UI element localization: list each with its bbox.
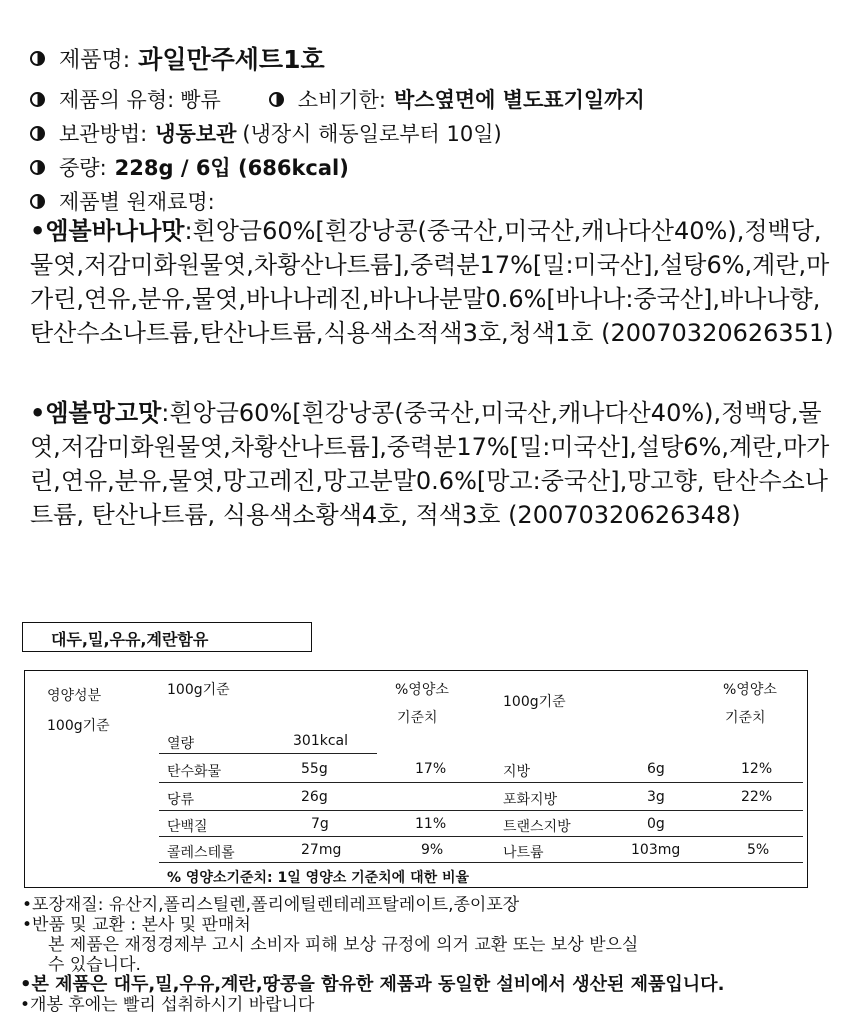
weight-row xyxy=(30,152,349,182)
nutrient-value: 0g xyxy=(647,816,665,832)
product-name: 과일만주세트1호 xyxy=(138,45,325,74)
nutrient-percent: 11% xyxy=(415,816,447,832)
divider xyxy=(159,836,803,837)
nutrient-label: 나트륨 xyxy=(503,845,544,861)
half-circle-icon xyxy=(30,194,45,209)
nutrient-percent: 12% xyxy=(741,761,773,777)
nutrient-label: 단백질 xyxy=(167,819,208,835)
storage-note: (냉장시 해동일로부터 10일) xyxy=(242,122,502,146)
divider xyxy=(159,782,803,783)
expiry-label: 소비기한: xyxy=(297,88,386,112)
packaging-info: •포장재질: 유산지,폴리스틸렌,폴리에틸렌테레프탈레이트,종이포장 xyxy=(22,895,520,915)
return-text: 수 있습니다. xyxy=(48,955,141,975)
half-circle-icon xyxy=(30,92,45,107)
column-percent-1: %영양소 xyxy=(395,682,449,698)
nutrient-percent: 22% xyxy=(741,789,773,805)
calories-label: 열량 xyxy=(167,736,195,752)
ingredients-label: 제품별 원재료명: xyxy=(59,190,215,214)
expiry-value: 박스옆면에 별도표기일까지 xyxy=(394,88,645,112)
nutrition-table xyxy=(24,670,808,888)
nutrient-value: 6g xyxy=(647,761,665,777)
product-name-label: 제품명: xyxy=(59,47,131,73)
bullet: • xyxy=(30,399,46,427)
type-row xyxy=(30,84,645,114)
weight-label: 중량: xyxy=(59,156,107,180)
column-percent-2: %영양소 xyxy=(723,682,777,698)
type-value: 빵류 xyxy=(180,88,221,112)
nutrient-label: 당류 xyxy=(167,792,195,808)
ingredient-banana xyxy=(30,214,842,350)
ingredient-mango xyxy=(30,396,842,532)
column-percent-1b: 기준치 xyxy=(397,710,438,726)
nutrition-footnote: % 영양소기준치: 1일 영양소 기준치에 대한 비율 xyxy=(167,870,470,886)
nutrient-label: 탄수화물 xyxy=(167,764,222,780)
storage-label: 보관방법: xyxy=(59,122,148,146)
nutrient-label: 트랜스지방 xyxy=(503,819,571,835)
nutrient-value: 103mg xyxy=(631,842,681,858)
product-name-row xyxy=(30,40,325,76)
allergy-notice: •본 제품은 대두,밀,우유,계란,땅콩을 함유한 제품과 동일한 설비에서 생산된 제품입니다. xyxy=(20,974,725,995)
nutrient-value: 3g xyxy=(647,789,665,805)
nutrient-value: 55g xyxy=(301,761,328,777)
divider xyxy=(159,862,803,863)
nutrient-percent: 17% xyxy=(415,761,447,777)
half-circle-icon xyxy=(30,51,45,66)
half-circle-icon xyxy=(30,126,45,141)
calories-value: 301kcal xyxy=(293,733,348,749)
nutrition-title-basis: 100g기준 xyxy=(47,718,110,734)
ingredients-label-row xyxy=(30,186,215,216)
storage-row xyxy=(30,118,502,148)
bullet: • xyxy=(30,217,46,245)
ingredient-name: 엠볼망고맛 xyxy=(45,399,162,427)
ingredient-name: 엠볼바나나맛 xyxy=(45,217,185,245)
ingredient-text: :흰앙금60%[흰강낭콩(중국산,미국산,캐나다산40%),정백당,물엿,저감미화원물엿,차황산나트륨],중력분17%[밀:미국산],설탕6%,계란,마가린,연유,분유,물엿,바나나레진,바나나분말0.6%[바나나:중국산],바나나향,탄산수소나트륨,탄산나트륨,식용색소적색3호,청색1호 (20070320626351) xyxy=(30,217,834,347)
nutrient-label: 콜레스테롤 xyxy=(167,845,235,861)
divider xyxy=(159,810,803,811)
nutrient-value: 27mg xyxy=(301,842,342,858)
divider xyxy=(159,753,377,754)
storage-value: 냉동보관 xyxy=(155,122,237,146)
nutrient-percent: 9% xyxy=(421,842,444,858)
column-percent-2b: 기준치 xyxy=(725,710,766,726)
opened-notice: •개봉 후에는 빨리 섭취하시기 바랍니다 xyxy=(20,995,315,1015)
column-basis-2: 100g기준 xyxy=(503,694,566,710)
return-title: •반품 및 교환 : 본사 및 판매처 xyxy=(22,915,251,935)
type-label: 제품의 유형: xyxy=(59,88,175,112)
nutrient-value: 26g xyxy=(301,789,328,805)
column-basis-1: 100g기준 xyxy=(167,682,230,698)
return-text: 본 제품은 재정경제부 고시 소비자 피해 보상 규정에 의거 교환 또는 보상 받으실 xyxy=(48,935,639,955)
allergen-box: 대두,밀,우유,계란함유 xyxy=(22,622,312,652)
nutrient-label: 포화지방 xyxy=(503,792,558,808)
nutrient-percent: 5% xyxy=(747,842,770,858)
nutrition-title: 영양성분 xyxy=(47,688,102,704)
nutrient-value: 7g xyxy=(311,816,329,832)
nutrient-label: 지방 xyxy=(503,764,531,780)
weight-value: 228g / 6입 (686kcal) xyxy=(114,156,349,180)
half-circle-icon xyxy=(30,160,45,175)
ingredient-text: :흰앙금60%[흰강낭콩(중국산,미국산,캐나다산40%),정백당,물엿,저감미화원물엿,차황산나트륨],중력분17%[밀:미국산],설탕6%,계란,마가린,연유,분유,물엿,망고레진,망고분말0.6%[망고:중국산],망고향, 탄산수소나트륨, 탄산나트륨, 식용색소황색4호, 적색3호 (20070320626348) xyxy=(30,399,830,529)
half-circle-icon xyxy=(269,92,284,107)
